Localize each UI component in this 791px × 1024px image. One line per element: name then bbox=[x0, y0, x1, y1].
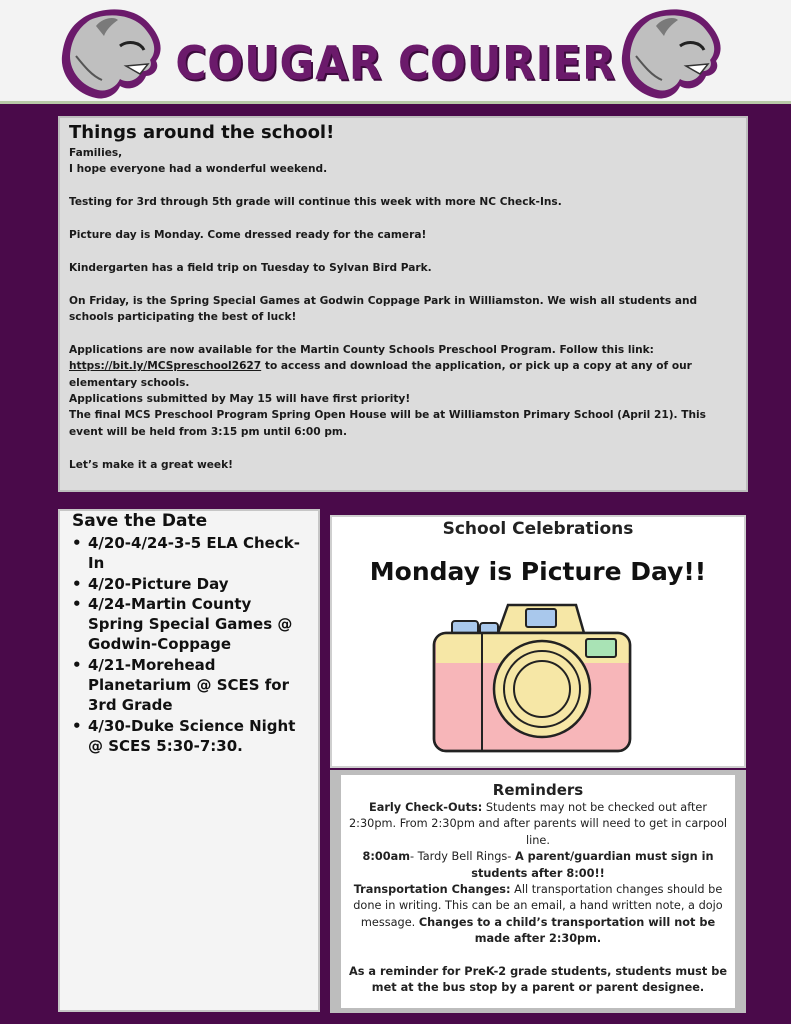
save-the-date-panel bbox=[58, 509, 320, 1012]
transportation-text: All transportation changes should be done in writing. This can be an email, a hand written note, a dojo message. bbox=[353, 883, 723, 929]
reminders-panel bbox=[330, 770, 746, 1013]
tardy-bold: A parent/guardian must sign in students after 8:00!! bbox=[471, 850, 714, 880]
news-preschool-apps bbox=[69, 342, 737, 391]
cougar-mascot-icon bbox=[616, 6, 726, 102]
news-apps-priority: Applications submitted by May 15 will have first priority! bbox=[69, 393, 411, 406]
save-the-date-title: Save the Date bbox=[72, 511, 208, 531]
news-testing: Testing for 3rd through 5th grade will continue this week with more NC Check-Ins. bbox=[69, 196, 562, 209]
news-greeting: Families, bbox=[69, 147, 123, 159]
tardy-text: - Tardy Bell Rings- bbox=[410, 850, 515, 864]
prek-note: As a reminder for PreK-2 grade students, students must be met at the bus stop by a parent or parent designee. bbox=[349, 965, 727, 995]
date-list-item: • 4/20-Picture Day bbox=[70, 574, 308, 594]
news-kindergarten-trip: Kindergarten has a field trip on Tuesday to Sylvan Bird Park. bbox=[69, 261, 432, 274]
news-special-games: On Friday, is the Spring Special Games at Godwin Coppage Park in Williamston. We wish all students and schools participating the best of luck! bbox=[69, 294, 698, 323]
reminders-title: Reminders bbox=[492, 781, 584, 799]
news-picture-day: Picture day is Monday. Come dressed ready for the camera! bbox=[69, 229, 427, 241]
celebrations-title: School Celebrations bbox=[442, 519, 634, 539]
prek-reminder bbox=[347, 964, 729, 997]
preschool-link[interactable]: https://bit.ly/MCSpreschool2627 bbox=[69, 360, 262, 373]
news-weekend-line: I hope everyone had a wonderful weekend. bbox=[69, 163, 328, 176]
news-closing: Let’s make it a great week! bbox=[69, 458, 233, 471]
tardy-label: 8:00am bbox=[362, 850, 410, 864]
tardy-reminder bbox=[347, 849, 729, 882]
early-checkout-text: Students may not be checked out after 2:30pm. From 2:30pm and after parents will need to get in carpool line. bbox=[348, 801, 728, 847]
news-open-house: The final MCS Preschool Program Spring Open House will be at Williamston Primary School (April 21). This event will be held from 3:15 pm until 6:00 pm. bbox=[69, 409, 706, 438]
newsletter-header bbox=[0, 0, 791, 104]
early-checkout-reminder bbox=[347, 800, 729, 849]
news-apps-rest: to access and download the application, or pick up a copy at any of our elementary schools. bbox=[69, 360, 692, 389]
date-list-item: • 4/20-4/24-3-5 ELA Check-In bbox=[70, 533, 308, 574]
save-the-date-list bbox=[70, 533, 308, 756]
transportation-label: Transportation Changes: bbox=[353, 883, 511, 897]
date-list-item: • 4/24-Martin County Spring Special Games @ Godwin-Coppage bbox=[70, 594, 308, 655]
celebrations-headline: Monday is Picture Day!! bbox=[369, 557, 707, 586]
school-celebrations-panel bbox=[330, 515, 746, 768]
date-list-item: • 4/21-Morehead Planetarium @ SCES for 3rd Grade bbox=[70, 655, 308, 716]
reminders-card bbox=[341, 775, 735, 1008]
transportation-reminder bbox=[347, 882, 729, 948]
news-apps-intro: Applications are now available for the Martin County Schools Preschool Program. Follow this link: bbox=[69, 343, 654, 356]
camera-icon bbox=[432, 603, 632, 753]
transportation-bold: Changes to a child’s transportation will not be made after 2:30pm. bbox=[418, 915, 716, 946]
school-news-panel bbox=[58, 116, 748, 492]
early-checkout-label: Early Check-Outs: bbox=[368, 801, 483, 814]
news-title: Things around the school! bbox=[69, 122, 335, 143]
date-list-item: • 4/30-Duke Science Night @ SCES 5:30-7:30. bbox=[70, 716, 308, 757]
newsletter-masthead: COUGAR COURIER bbox=[175, 36, 616, 90]
